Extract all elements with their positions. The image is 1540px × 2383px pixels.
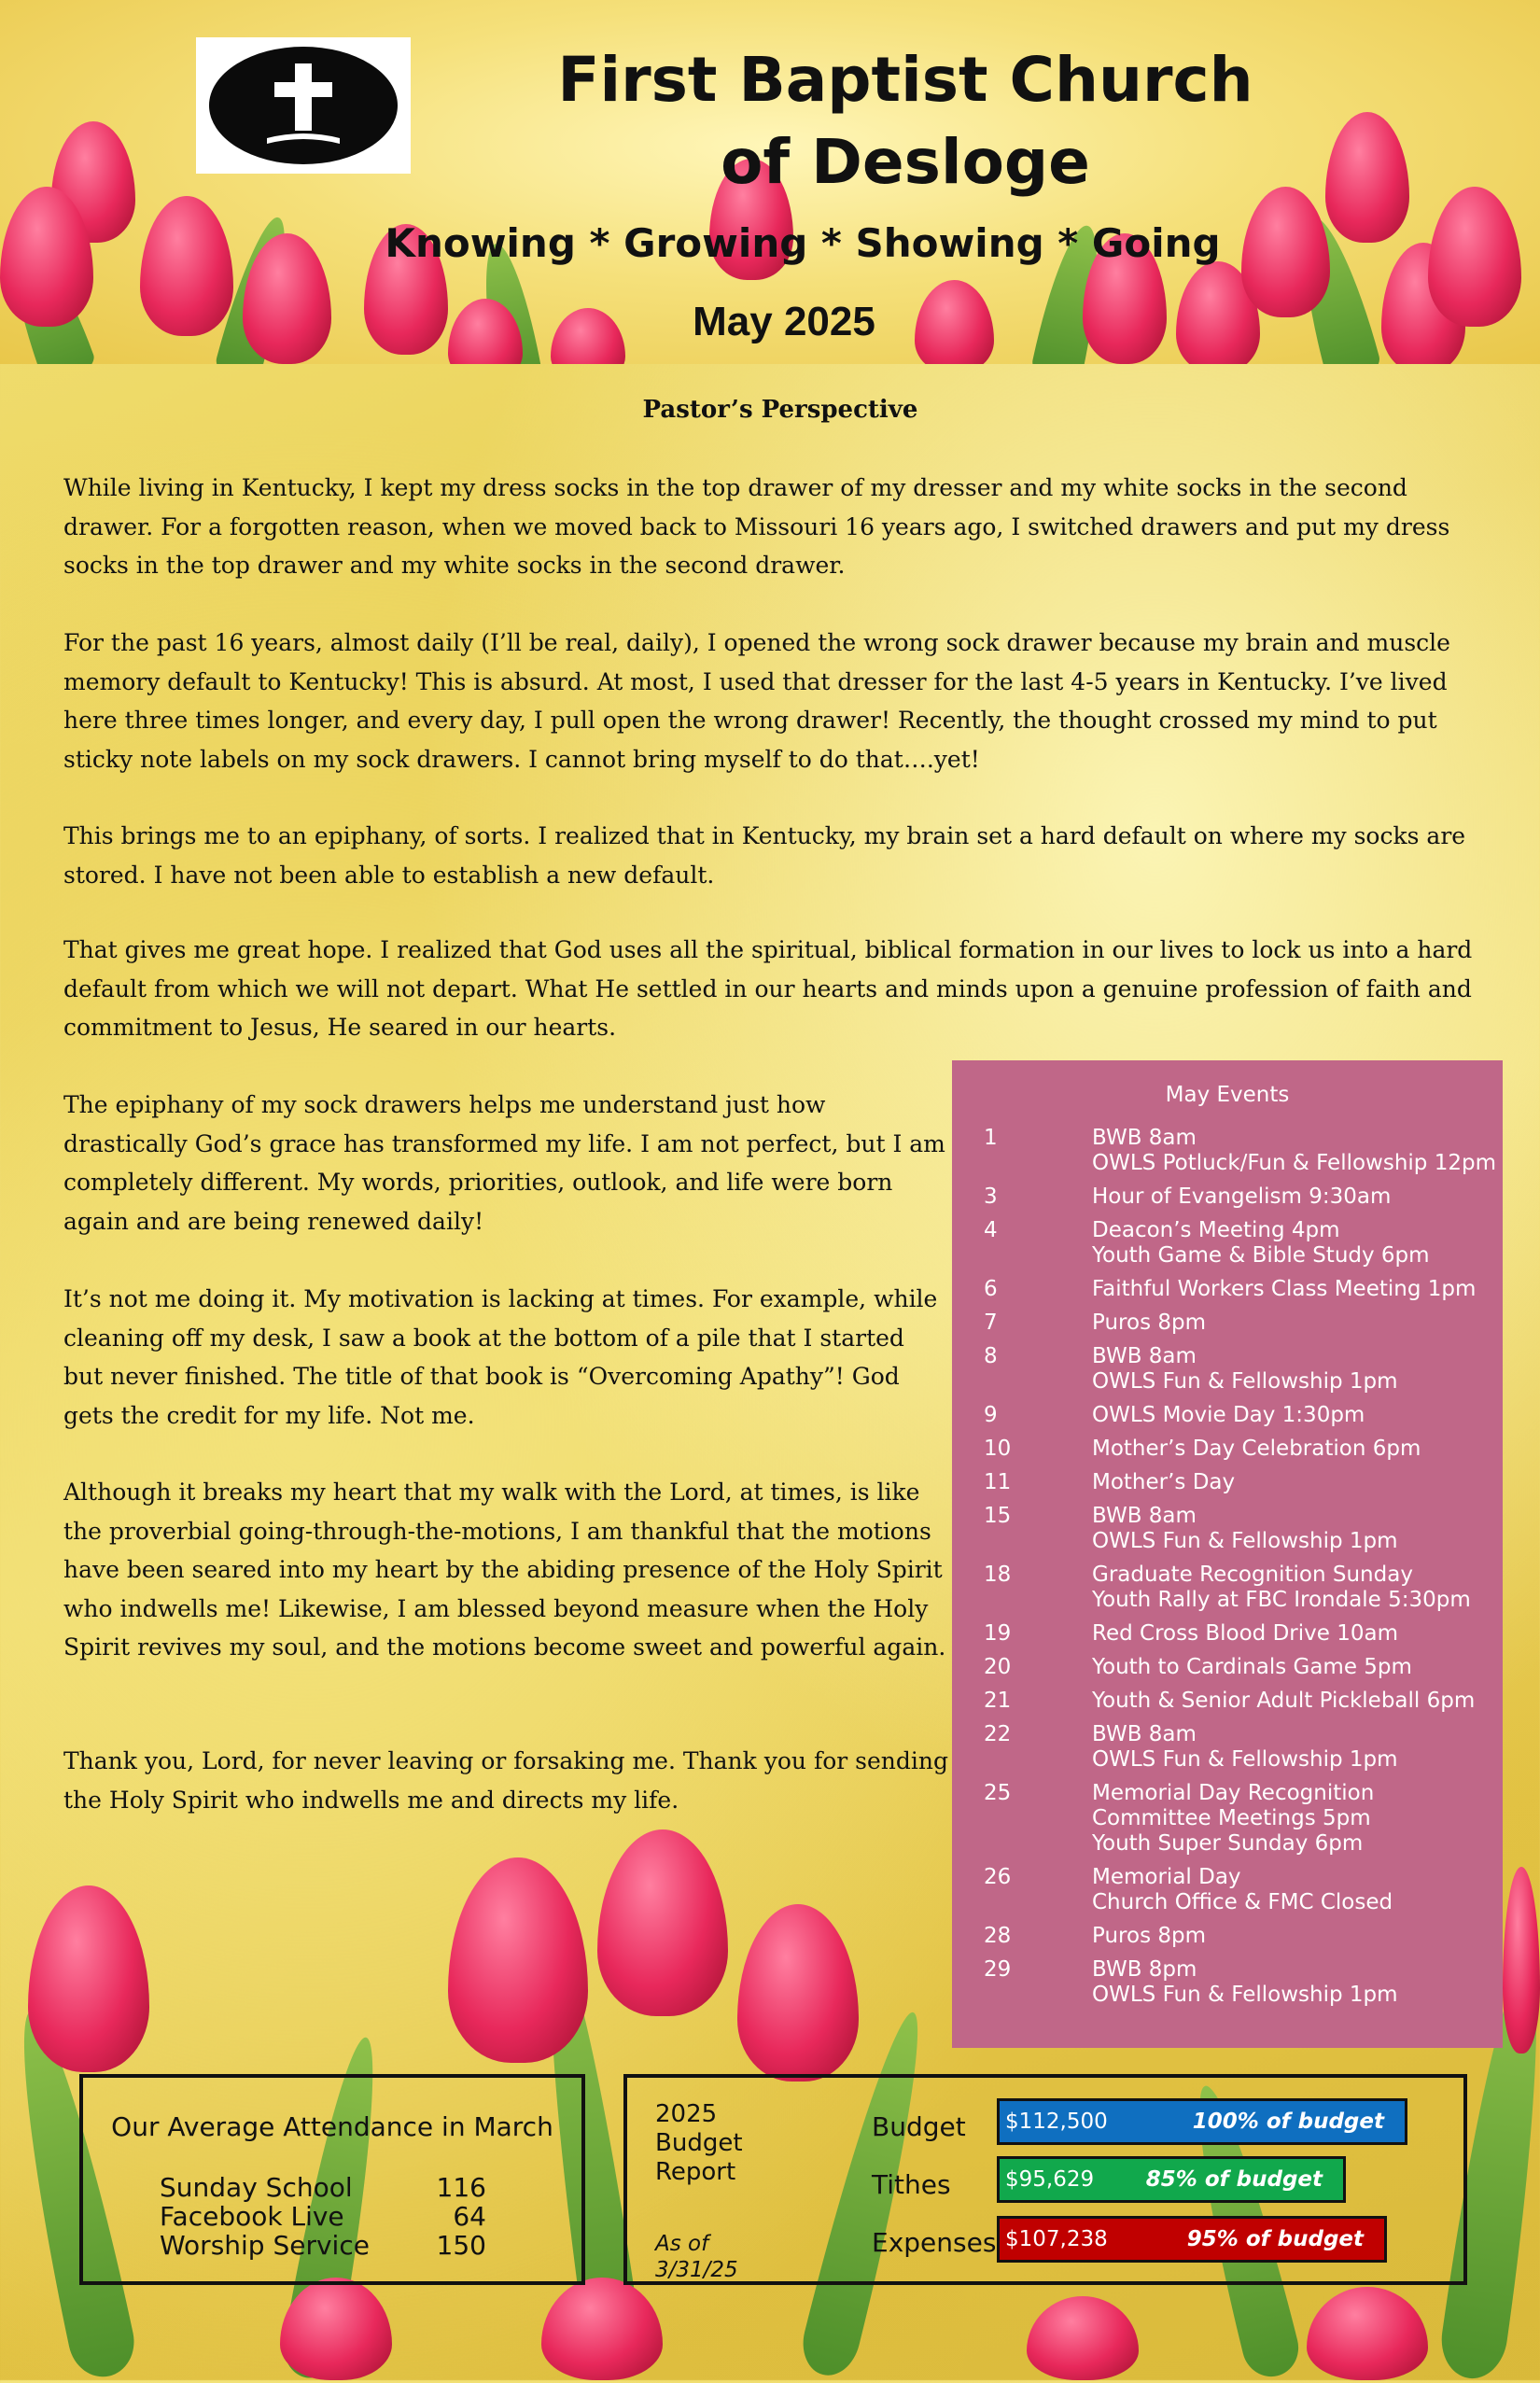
event-description: Church Office & FMC Closed (1092, 1890, 1393, 1914)
event-day: 18 (984, 1563, 1012, 1587)
event-description: OWLS Fun & Fellowship 1pm (1092, 1369, 1398, 1394)
event-item (952, 1126, 1503, 1176)
pastor-paragraph: While living in Kentucky, I kept my dress socks in the top drawer of my dresser and my white socks in the second drawer. For a forgotten reason, when we moved back to Missouri 16 years ago, I switched drawers and put my dress socks in the top drawer and my white socks in the second drawer. (63, 474, 1450, 579)
cross-bible-icon (209, 47, 398, 164)
event-item (952, 1722, 1503, 1773)
event-description: Puros 8pm (1092, 1311, 1206, 1335)
event-description: Youth to Cardinals Game 5pm (1092, 1655, 1412, 1679)
event-description: BWB 8am (1092, 1126, 1197, 1150)
event-item (952, 1470, 1503, 1495)
event-item (952, 1689, 1503, 1714)
event-day: 26 (984, 1865, 1012, 1889)
event-day: 19 (984, 1621, 1012, 1646)
event-day: 11 (984, 1470, 1012, 1494)
pastor-paragraph: That gives me great hope. I realized that God uses all the spiritual, biblical formation in our lives to lock us into a hard default from which we will not depart. What He settled in our hearts and minds upon a genuine profession of faith and commitment to Jesus, He seared in our hearts. (63, 936, 1473, 1041)
event-item (952, 1655, 1503, 1680)
budget-report-heading (655, 2100, 743, 2187)
expenses-amount: $107,238 (1005, 2227, 1108, 2251)
attendance-box (79, 2074, 585, 2285)
event-item (952, 1504, 1503, 1554)
budget-percent: 100% of budget (1192, 2110, 1384, 2134)
event-description: OWLS Fun & Fellowship 1pm (1092, 1529, 1398, 1553)
event-item (952, 1865, 1503, 1915)
church-name-line2: of Desloge (721, 126, 1090, 198)
attendance-row (160, 2202, 486, 2231)
pastor-paragraph: For the past 16 years, almost daily (I’ll be real, daily), I opened the wrong sock drawer because my brain and muscle memory default to Kentucky! This is absurd. At most, I used that dresser for the last 4-5 years in Kentucky. I’ve lived here three times longer, and every day, I pull open the wrong drawer! Recently, the thought crossed my mind to put sticky note labels on my sock drawers. I cannot bring myself to do that….yet! (63, 629, 1450, 773)
event-description: Youth Game & Bible Study 6pm (1092, 1243, 1430, 1268)
event-day: 25 (984, 1781, 1012, 1805)
events-title: May Events (1165, 1083, 1290, 1107)
event-description: Red Cross Blood Drive 10am (1092, 1621, 1398, 1646)
pastor-paragraph: Although it breaks my heart that my walk with the Lord, at times, is like the proverbial going-through-the-motions, I am thankful that the motions have been seared into my heart by the abiding presence of the Holy Spirit who indwells me! Likewise, I am blessed beyond measure when the Holy Spirit revives my soul, and the motions become sweet and powerful again. (63, 1479, 946, 1661)
expenses-percent: 95% of budget (1186, 2227, 1364, 2251)
budget-report-box (623, 2074, 1467, 2285)
event-day: 1 (984, 1126, 998, 1150)
event-item (952, 1344, 1503, 1395)
event-item (952, 1184, 1503, 1210)
event-description: Faithful Workers Class Meeting 1pm (1092, 1277, 1477, 1301)
budget-as-of (655, 2231, 738, 2283)
event-day: 22 (984, 1722, 1012, 1746)
attendance-value: 150 (436, 2230, 486, 2261)
event-item (952, 1437, 1503, 1462)
expenses-row-label: Expenses (872, 2227, 997, 2258)
event-item (952, 1924, 1503, 1949)
event-description: Youth Rally at FBC Irondale 5:30pm (1092, 1588, 1471, 1612)
event-description: BWB 8am (1092, 1722, 1197, 1746)
tithes-bar (997, 2156, 1346, 2203)
event-day: 8 (984, 1344, 998, 1368)
newsletter-month: May 2025 (693, 299, 875, 344)
event-day: 21 (984, 1689, 1012, 1713)
event-description: Graduate Recognition Sunday (1092, 1563, 1413, 1587)
church-motto: Knowing * Growing * Showing * Going (385, 220, 1221, 266)
budget-heading-line: Report (655, 2158, 736, 2186)
event-item (952, 1957, 1503, 2008)
budget-bar (997, 2098, 1407, 2145)
event-description: Hour of Evangelism 9:30am (1092, 1184, 1392, 1209)
event-day: 9 (984, 1403, 998, 1427)
pastor-paragraph: It’s not me doing it. My motivation is lacking at times. For example, while cleaning off my desk, I saw a book at the bottom of a pile that I started but never finished. The title of that book is “Overcoming Apathy”! God gets the credit for my life. Not me. (63, 1285, 938, 1429)
event-day: 4 (984, 1218, 998, 1242)
event-description: Youth & Senior Adult Pickleball 6pm (1092, 1689, 1476, 1713)
event-description: OWLS Fun & Fellowship 1pm (1092, 1747, 1398, 1772)
event-day: 6 (984, 1277, 998, 1301)
event-item (952, 1621, 1503, 1647)
event-description: Memorial Day Recognition (1092, 1781, 1375, 1805)
event-item (952, 1218, 1503, 1269)
church-logo (196, 37, 411, 174)
attendance-row (160, 2231, 486, 2260)
header-banner (0, 0, 1540, 364)
event-day: 28 (984, 1924, 1012, 1948)
tithes-amount: $95,629 (1005, 2167, 1095, 2192)
event-day: 29 (984, 1957, 1012, 1982)
event-day: 15 (984, 1504, 1012, 1528)
pastor-paragraph: The epiphany of my sock drawers helps me understand just how drastically God’s grace has transformed my life. I am not perfect, but I am completely different. My words, priorities, outlook, and life were born again and are being renewed daily! (63, 1091, 945, 1235)
attendance-label: Sunday School (160, 2172, 353, 2203)
event-item (952, 1781, 1503, 1857)
events-list (952, 1126, 1503, 2008)
event-description: BWB 8am (1092, 1504, 1197, 1528)
pastor-perspective-title: Pastor’s Perspective (642, 396, 918, 424)
event-day: 20 (984, 1655, 1012, 1679)
budget-heading-line: Budget (655, 2129, 743, 2157)
event-description: BWB 8pm (1092, 1957, 1197, 1982)
event-description: Deacon’s Meeting 4pm (1092, 1218, 1340, 1242)
tithes-percent: 85% of budget (1145, 2167, 1323, 2192)
attendance-value: 64 (453, 2201, 486, 2232)
event-description: Mother’s Day Celebration 6pm (1092, 1437, 1421, 1461)
as-of-date: 3/31/25 (655, 2258, 738, 2282)
event-description: Committee Meetings 5pm (1092, 1806, 1371, 1830)
event-item (952, 1311, 1503, 1336)
event-description: Youth Super Sunday 6pm (1092, 1831, 1364, 1856)
attendance-label: Facebook Live (160, 2201, 344, 2232)
event-description: Puros 8pm (1092, 1924, 1206, 1948)
event-description: Mother’s Day (1092, 1470, 1236, 1494)
pastor-paragraph: This brings me to an epiphany, of sorts. I realized that in Kentucky, my brain set a hard default on where my socks are stored. I have not been able to establish a new default. (63, 822, 1466, 889)
church-name (411, 39, 1400, 203)
event-day: 7 (984, 1311, 998, 1335)
event-description: OWLS Fun & Fellowship 1pm (1092, 1983, 1398, 2007)
attendance-row (160, 2173, 486, 2202)
attendance-label: Worship Service (160, 2230, 370, 2261)
church-name-line1: First Baptist Church (557, 44, 1253, 116)
budget-amount: $112,500 (1005, 2110, 1108, 2134)
budget-heading-line: 2025 (655, 2100, 718, 2128)
pastor-paragraph: Thank you, Lord, for never leaving or forsaking me. Thank you for sending the Holy Spirit who indwells me and directs my life. (63, 1747, 948, 1814)
budget-row-label: Budget (872, 2111, 966, 2142)
event-item (952, 1277, 1503, 1302)
events-panel (952, 1060, 1503, 2048)
event-day: 10 (984, 1437, 1012, 1461)
event-day: 3 (984, 1184, 998, 1209)
event-description: Memorial Day (1092, 1865, 1241, 1889)
event-item (952, 1563, 1503, 1613)
attendance-value: 116 (436, 2172, 486, 2203)
event-description: BWB 8am (1092, 1344, 1197, 1368)
event-description: OWLS Movie Day 1:30pm (1092, 1403, 1365, 1427)
tithes-row-label: Tithes (872, 2169, 951, 2200)
event-description: OWLS Potluck/Fun & Fellowship 12pm (1092, 1151, 1496, 1175)
event-item (952, 1403, 1503, 1428)
as-of-label: As of (655, 2232, 709, 2256)
expenses-bar (997, 2216, 1387, 2263)
attendance-title: Our Average Attendance in March (111, 2111, 553, 2142)
